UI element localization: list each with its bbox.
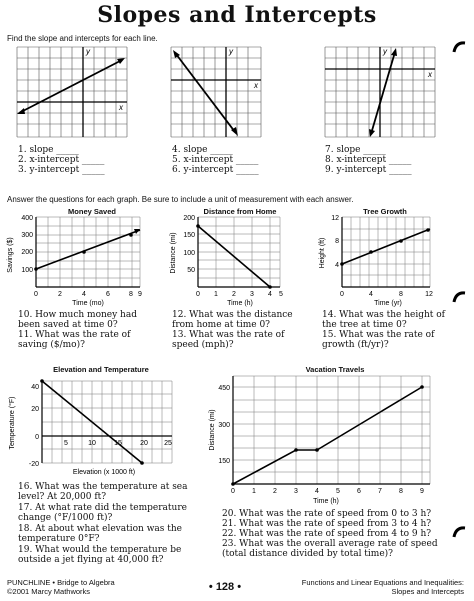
- data-line: [233, 387, 422, 484]
- question-17: 17. At what rate did the temperature change (°F/1000 ft)?: [18, 503, 187, 523]
- data-point: [82, 250, 86, 254]
- tick-label: 100: [183, 250, 195, 257]
- graph-line: [19, 60, 122, 113]
- question-10: 10. How much money had been saved at time 0?: [18, 310, 137, 330]
- y-axis-label: y: [86, 47, 90, 56]
- tick-label: 6: [106, 291, 110, 298]
- tick-label: 5: [64, 440, 68, 447]
- data-point: [231, 482, 235, 486]
- footer-copyright: ©2001 Marcy Mathworks: [7, 587, 91, 596]
- tick-label: 4: [315, 488, 319, 495]
- y-axis-label: Height (ft): [319, 237, 326, 269]
- x-axis-label: Time (h): [313, 498, 339, 505]
- tick-label: 2: [58, 291, 62, 298]
- data-line: [342, 229, 430, 264]
- binder-hole-icon: [452, 290, 466, 304]
- tick-label: 5: [336, 488, 340, 495]
- question-14: 14. What was the height of the tree at time 0?: [322, 310, 445, 330]
- tick-label: 100: [21, 267, 33, 274]
- question-15: 15. What was the rate of growth (ft/yr)?: [322, 330, 435, 350]
- data-point: [268, 285, 272, 289]
- footer-unit: Functions and Linear Equations and Inequalities:: [301, 578, 464, 587]
- tick-label: 15: [114, 440, 122, 447]
- data-point: [129, 233, 133, 237]
- question-22: 22. What was the rate of speed from 4 to 9 h?: [222, 529, 432, 539]
- money-saved-chart: [6, 215, 152, 307]
- binder-hole-icon: [452, 40, 466, 54]
- question-16: 16. What was the temperature at sea level? At 20,000 ft?: [18, 482, 188, 502]
- instruction-graphs: Answer the questions for each graph. Be sure to include a unit of measurement with each answer.: [7, 195, 354, 204]
- tick-label: 0: [35, 434, 39, 441]
- question-5: 5. x-intercept _____: [172, 155, 259, 165]
- tick-label: 200: [21, 249, 33, 256]
- tick-label: 0: [196, 291, 200, 298]
- tick-label: 5: [279, 291, 283, 298]
- tick-label: 4: [369, 291, 373, 298]
- tick-label: 10: [88, 440, 96, 447]
- tick-label: -20: [28, 461, 39, 468]
- data-point: [426, 228, 430, 232]
- question-19: 19. What would the temperature be outside a jet flying at 40,000 ft?: [18, 545, 182, 565]
- tick-label: 7: [378, 488, 382, 495]
- tick-label: 8: [399, 291, 403, 298]
- x-axis-label: x: [428, 70, 432, 79]
- question-18: 18. At about what elevation was the temperature 0°F?: [18, 524, 182, 544]
- tick-label: 450: [218, 385, 230, 392]
- question-21: 21. What was the rate of speed from 3 to 4 h?: [222, 519, 432, 529]
- data-point: [340, 262, 344, 266]
- tick-label: 200: [183, 215, 195, 222]
- y-axis-label: y: [383, 47, 387, 56]
- tick-label: 4: [82, 291, 86, 298]
- x-axis-label: Time (mo): [72, 300, 104, 307]
- instruction-top: Find the slope and intercepts for each line.: [7, 34, 158, 43]
- question-11: 11. What was the rate of saving ($/mo)?: [18, 330, 131, 350]
- question-12: 12. What was the distance from home at time 0?: [172, 310, 293, 330]
- coordinate-grid-3: [324, 46, 436, 138]
- tree-growth-chart: [318, 215, 440, 307]
- tick-label: 2: [273, 488, 277, 495]
- data-point: [315, 448, 319, 452]
- tick-label: 300: [218, 422, 230, 429]
- tick-label: 9: [420, 488, 424, 495]
- coordinate-grid-1: [16, 46, 128, 138]
- y-axis-label: Savings ($): [7, 237, 14, 273]
- data-point: [369, 250, 373, 254]
- data-point: [294, 448, 298, 452]
- question-9: 9. y-intercept _____: [325, 165, 412, 175]
- question-23: 23. What was the overall average rate of speed (total distance divided by total time)?: [222, 539, 438, 559]
- data-point: [34, 267, 38, 271]
- footer-topic: Slopes and Intercepts: [391, 587, 464, 596]
- data-point: [420, 385, 424, 389]
- tick-label: 0: [340, 291, 344, 298]
- data-point: [140, 461, 144, 465]
- tick-label: 4: [335, 262, 339, 269]
- page-title: Slopes and Intercepts: [97, 2, 377, 28]
- y-axis-label: Distance (mi): [209, 409, 216, 451]
- tick-label: 4: [268, 291, 272, 298]
- y-axis-label: Distance (mi): [170, 232, 177, 274]
- question-7: 7. slope _____: [325, 145, 386, 155]
- tick-label: 2: [232, 291, 236, 298]
- tick-label: 50: [187, 267, 195, 274]
- data-point: [399, 239, 403, 243]
- tick-label: 20: [31, 406, 39, 413]
- elevation-temperature-chart: [6, 373, 178, 477]
- y-axis-label: Temperature (°F): [9, 396, 16, 450]
- tick-label: 150: [218, 458, 230, 465]
- question-4: 4. slope _____: [172, 145, 233, 155]
- tick-label: 40: [31, 384, 39, 391]
- question-2: 2. x-intercept _____: [18, 155, 105, 165]
- chart-title: Elevation and Temperature: [53, 365, 149, 374]
- tick-label: 8: [335, 238, 339, 245]
- tick-label: 300: [21, 232, 33, 239]
- x-axis-label: x: [254, 81, 258, 90]
- question-20: 20. What was the rate of speed from 0 to 3 h?: [222, 509, 432, 519]
- vacation-travels-chart: [208, 374, 440, 506]
- x-axis-label: Elevation (x 1000 ft): [72, 469, 136, 476]
- question-3: 3. y-intercept _____: [18, 165, 105, 175]
- tick-label: 0: [231, 488, 235, 495]
- tick-label: 8: [399, 488, 403, 495]
- tick-label: 0: [34, 291, 38, 298]
- chart-title: Distance from Home: [203, 207, 277, 216]
- data-point: [40, 379, 44, 383]
- tick-label: 12: [331, 215, 339, 222]
- question-1: 1. slope _____: [18, 145, 79, 155]
- question-6: 6. y-intercept _____: [172, 165, 259, 175]
- data-point: [196, 224, 200, 228]
- tick-label: 12: [425, 291, 433, 298]
- tick-label: 1: [252, 488, 256, 495]
- chart-title: Vacation Travels: [305, 365, 365, 374]
- x-axis-label: Time (yr): [374, 300, 402, 307]
- y-axis-label: y: [229, 47, 233, 56]
- distance-from-home-chart: [168, 215, 286, 307]
- tick-label: 6: [357, 488, 361, 495]
- x-axis-label: x: [119, 103, 123, 112]
- question-8: 8. x-intercept _____: [325, 155, 412, 165]
- tick-label: 8: [129, 291, 133, 298]
- tick-label: 20: [140, 440, 148, 447]
- binder-hole-icon: [452, 525, 466, 539]
- tick-label: 3: [294, 488, 298, 495]
- coordinate-grid-2: [170, 46, 262, 138]
- footer-publisher: PUNCHLINE • Bridge to Algebra: [7, 578, 115, 587]
- graph-line: [371, 52, 395, 134]
- tick-label: 150: [183, 232, 195, 239]
- chart-title: Tree Growth: [363, 207, 407, 216]
- tick-label: 1: [214, 291, 218, 298]
- tick-label: 400: [21, 215, 33, 222]
- question-13: 13. What was the rate of speed (mph)?: [172, 330, 285, 350]
- page-number: • 128 •: [208, 581, 242, 593]
- x-axis-label: Time (h): [227, 300, 253, 307]
- tick-label: 25: [164, 440, 172, 447]
- data-line: [36, 230, 140, 269]
- chart-title: Money Saved: [68, 207, 116, 216]
- tick-label: 3: [250, 291, 254, 298]
- tick-label: 9: [138, 291, 142, 298]
